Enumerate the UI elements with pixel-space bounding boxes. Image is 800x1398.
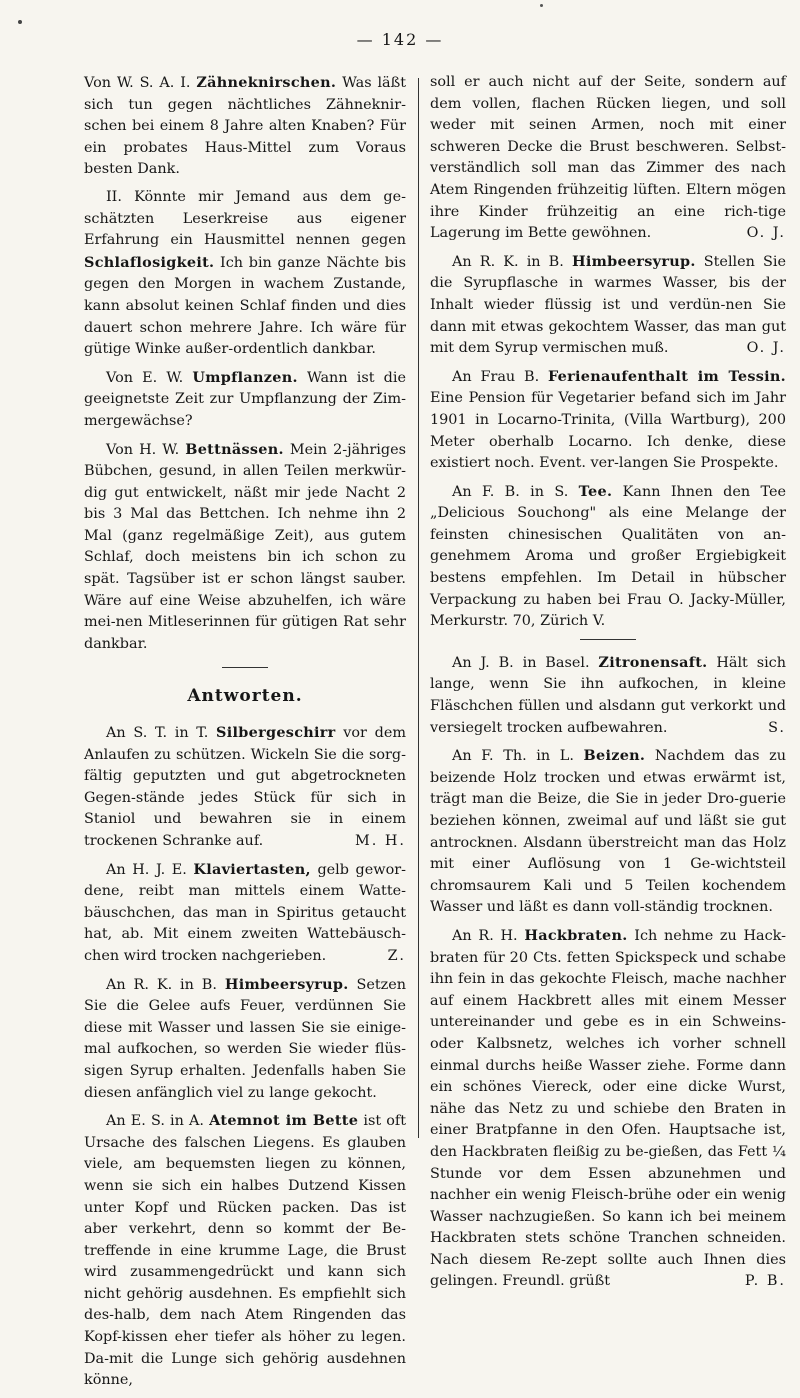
ink-speck bbox=[540, 4, 543, 7]
topic-keyword: Beizen. bbox=[583, 747, 646, 765]
topic-keyword: Himbeersyrup. bbox=[571, 252, 696, 270]
topic-keyword: Schlaflosigkeit. bbox=[84, 253, 215, 271]
section-separator bbox=[222, 667, 268, 668]
answer-continuation: soll er auch nicht auf der Seite, sondern auf dem vollen, flachen Rücken liegen, und soll weder mit seinen Armen, noch mit einer schweren Decke die Brust beschweren. Selbst-verständlich soll man das Zimmer des nach Atem Ringenden frühzeitig lüften. Eltern mögen ihre Kinder frühzeitig an eine rich-tige Lagerung im Bette gewöhnen. O. J. bbox=[430, 72, 786, 245]
answer-paragraph: An J. B. in Basel. Zitronensaft. Hält sich lange, wenn Sie ihn aufkochen, in kleine Fläschchen füllen und alsdann gut verkorkt und versiegelt trocken aufbewahren. S. bbox=[430, 652, 786, 739]
topic-keyword: Umpflanzen. bbox=[192, 368, 298, 386]
page-number: — 142 — bbox=[356, 30, 444, 49]
signature: O. J. bbox=[746, 225, 786, 242]
topic-keyword: Himbeersyrup. bbox=[224, 975, 349, 993]
topic-keyword: Zähneknirschen. bbox=[196, 74, 337, 91]
topic-keyword: Silbergeschirr bbox=[216, 724, 336, 742]
answer-paragraph: An F. B. in S. Tee. Kann Ihnen den Tee „Delicious Souchong" als eine Melange der feinsten chinesischen Qualitäten von an-genehmem Aroma und großer Ergiebigkeit bestens empfehlen. Im Detail in hübscher Verpackung zu haben bei Frau O. Jacky-Müller, Merkurstr. 70, Zürich V. bbox=[430, 482, 787, 630]
answer-paragraph: An R. K. in B. Himbeersyrup. Stellen Sie die Syrupflasche in warmes Wasser, bis der Inhalt wieder flüssig ist und verdün-nen Sie dann mit etwas gekochtem Wasser, das man gut mit dem Syrup vermischen muß. O. J. bbox=[430, 251, 786, 360]
question-paragraph: II. Könnte mir Jemand aus dem ge-schätzten Leserkreise aus eigener Erfahrung ein Hausmittel nennen gegen Schlaflosigkeit. Ich bin ganze Nächte bis gegen den Morgen in wachem Zustande, kann absolut keinen Schlaf finden und dies dauert schon mehrere Jahre. Ich wäre für gütige Winke außer-ordentlich dankbar. bbox=[84, 188, 406, 358]
signature: P. B. bbox=[744, 1273, 786, 1290]
signature: S. bbox=[768, 719, 786, 736]
answer-paragraph: An S. T. in T. Silbergeschirr vor dem Anlaufen zu schützen. Wickeln Sie die sorg-fältig geputzten und gut abgetrockneten Gegen-stände jedes Stück für sich in Staniol und bewahren sie in einem trockenen Schranke auf. M. H. bbox=[84, 722, 406, 853]
topic-keyword: Atemnot im Bette bbox=[209, 1112, 359, 1130]
section-heading: Antworten. bbox=[187, 686, 303, 707]
answer-paragraph: An Frau B. Ferienaufenthalt im Tessin. Eine Pension für Vegetarier befand sich im Jahr 1901 in Locarno-Trinita, (Villa Wartburg), 200 Meter oberhalb Locarno. Ich denke, diese existiert noch. Event. ver-langen Sie Prospekte. bbox=[430, 367, 786, 472]
section-separator bbox=[580, 639, 636, 640]
question-paragraph: Von W. S. A. I. Zähneknirschen. Was läßt sich tun gegen nächtliches Zähneknir-schen bei einem 8 Jahre alten Knaben? Für ein probates Haus-Mittel zum Voraus besten Dank. bbox=[84, 74, 407, 178]
answer-paragraph: An F. Th. in L. Beizen. Nachdem das zu beizende Holz trocken und etwas erwärmt ist, trägt man die Beize, die Sie in jeder Dro-guerie beziehen können, zweimal auf und läßt sie gut antrocknen. Alsdann überstreicht man das Holz mit einer Auflösung von 1 Ge-wichtsteil chromsaurem Kali und 5 Teilen kochendem Wasser und läßt es dann voll-ständig trocknen. bbox=[430, 747, 786, 916]
column-divider bbox=[418, 78, 419, 1138]
signature: M. H. bbox=[354, 833, 406, 849]
answer-paragraph: An H. J. E. Klaviertasten, gelb gewor-dene, reibt man mittels einem Watte-bäuschchen, das man in Spiritus getaucht hat, ab. Mit einem zweiten Wattebäusch-chen wird trocken nachgerieben. Z. bbox=[84, 859, 406, 968]
topic-keyword: Ferienaufenthalt im Tessin. bbox=[547, 367, 786, 385]
signature: O. J. bbox=[746, 340, 786, 357]
answer-paragraph: An R. H. Hackbraten. Ich nehme zu Hack-braten für 20 Cts. fetten Spickspeck und schabe ihn fein in das gekochte Fleisch, mache nachher auf einem Hackbrett alles mit einem Messer untereinander und gebe es in ein Schweins- oder Kalbsnetz, welches ich vorher schnell einmal durchs heiße Wasser ziehe. Forme dann ein schönes Viereck, oder eine dicke Wurst, nähe das Netz zu und schiebe den Braten in einer Bratpfanne in den Ofen. Hauptsache ist, den Hackbraten fleißig zu be-gießen, das Fett ¼ Stunde vor dem Essen abzunehmen und nachher ein wenig Fleisch-brühe oder ein wenig Wasser nachzugießen. So kann ich bei meinem Hackbraten stets schöne Tranchen schneiden. Nach diesem Re-zept sollte auch Ihnen dies gelingen. Freundl. grüßt P. B. bbox=[430, 925, 786, 1293]
left-column bbox=[84, 72, 406, 1398]
topic-keyword: Hackbraten. bbox=[524, 926, 628, 944]
answer-paragraph: An R. K. in B. Himbeersyrup. Setzen Sie die Gelee aufs Feuer, verdünnen Sie diese mit Wasser und lassen Sie sie einige-mal aufkochen, so werden Sie wieder flüs-sigen Syrup erhalten. Jedenfalls haben Sie diesen anfänglich viel zu lange gekocht. bbox=[84, 975, 406, 1101]
ink-speck bbox=[18, 20, 22, 24]
topic-keyword: Zitronensaft. bbox=[598, 653, 708, 671]
topic-keyword: Tee. bbox=[578, 482, 613, 500]
answer-paragraph: An E. S. in A. Atemnot im Bette ist oft Ursache des falschen Liegens. Es glauben viele, am bequemsten liegen zu können, wenn sie sich ein halbes Dutzend Kissen unter Kopf und Rücken packen. Das ist aber verkehrt, denn so kommt der Be-treffende in eine krumme Lage, die Brust wird zusammengedrückt und kann sich nicht gehörig ausdehnen. Es empfiehlt sich des-halb, dem nach Atem Ringenden das Kopf-kissen eher tiefer als höher zu legen. Da-mit die Lunge sich gehörig ausdehnen könne, bbox=[84, 1112, 407, 1389]
right-column bbox=[430, 72, 786, 1299]
question-paragraph: Von H. W. Bettnässen. Mein 2-jähriges Bübchen, gesund, in allen Teilen merkwür-dig gut entwickelt, näßt mir jede Nacht 2 bis 3 Mal das Bettchen. Ich nehme ihn 2 Mal (ganz regelmäßige Zeit), aus gutem Schlaf, doch meistens bin ich schon zu spät. Tagsüber ist er schon längst sauber. Wäre auf eine Weise abzuhelfen, ich wäre mei-nen Mitleserinnen für gütigen Rat sehr dankbar. bbox=[84, 440, 407, 652]
signature: Z. bbox=[387, 947, 406, 964]
question-paragraph: Von E. W. Umpflanzen. Wann ist die geeignetste Zeit zur Umpflanzung der Zim-mergewächse? bbox=[84, 368, 406, 429]
topic-keyword: Bettnässen. bbox=[185, 440, 284, 458]
topic-keyword: Klaviertasten, bbox=[193, 860, 311, 878]
